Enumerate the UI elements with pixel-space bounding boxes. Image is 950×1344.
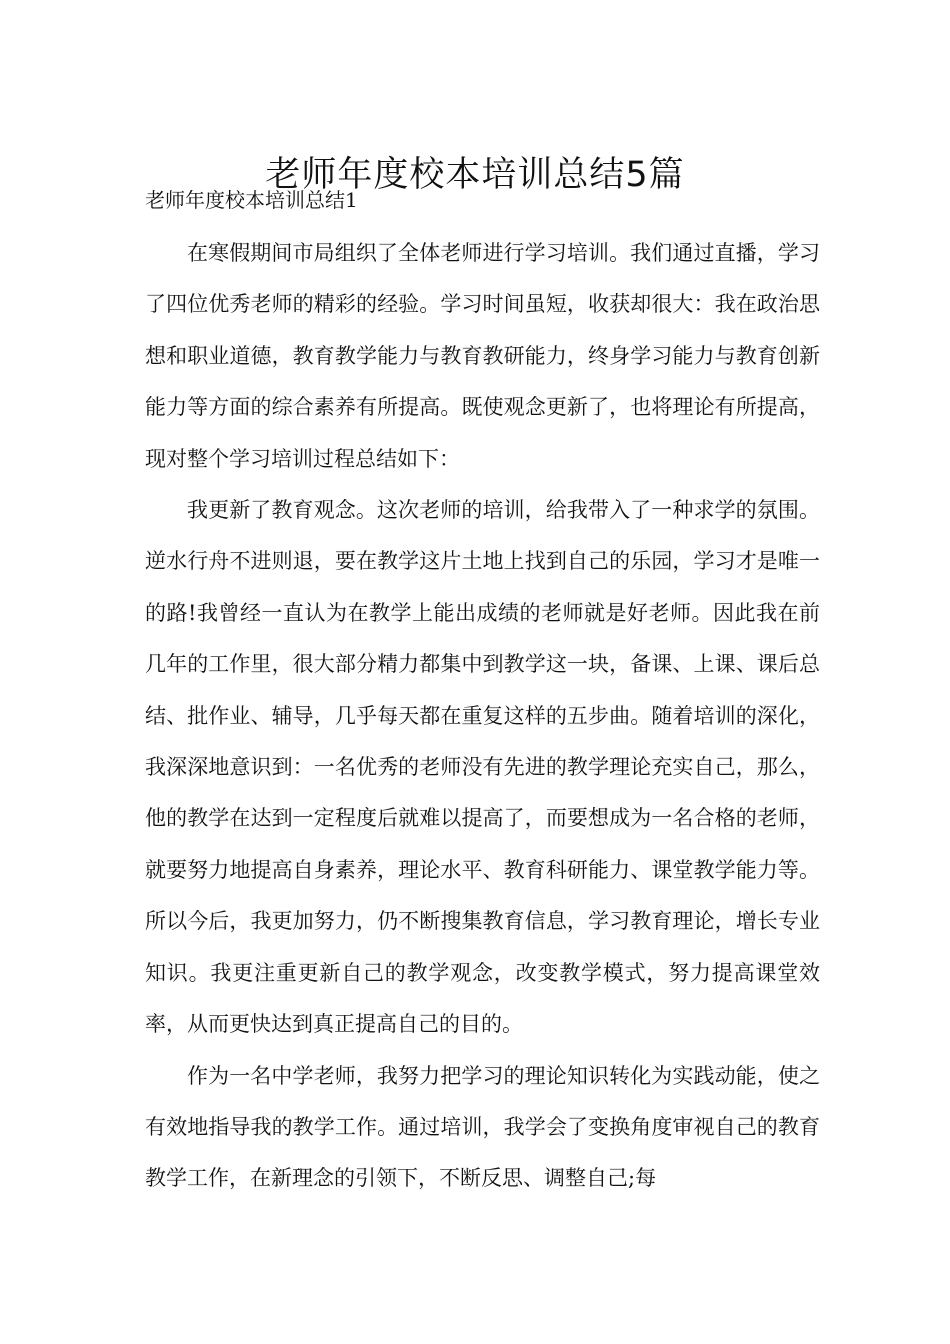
paragraph-1: 在寒假期间市局组织了全体老师进行学习培训。我们通过直播，学习了四位优秀老师的精彩的经验。学习时间虽短，收获却很大：我在政治思想和职业道德，教育教学能力与教育教研能力，终身学习能力与教育创新能力等方面的综合素养有所提高。既使观念更新了，也将理论有所提高，现对整个学习培训过程总结如下： bbox=[145, 241, 820, 471]
paragraph-2: 我更新了教育观念。这次老师的培训，给我带入了一种求学的氛围。逆水行舟不进则退，要在教学这片土地上找到自己的乐园，学习才是唯一的路!我曾经一直认为在教学上能出成绩的老师就是好老师。因此我在前几年的工作里，很大部分精力都集中到教学这一块，备课、上课、课后总结、批作业、辅导，几乎每天都在重复这样的五步曲。随着培训的深化，我深深地意识到：一名优秀的老师没有先进的教学理论充实自己，那么，他的教学在达到一定程度后就难以提高了，而要想成为一名合格的老师，就要努力地提高自身素养，理论水平、教育科研能力、课堂教学能力等。所以今后，我更加努力，仍不断搜集教育信息，学习教育理论，增长专业知识。我更注重更新自己的教学观念，改变教学模式，努力提高课堂效率，从而更快达到真正提高自己的目的。 bbox=[145, 498, 820, 1037]
document-title: 老师年度校本培训总结5篇 bbox=[265, 155, 685, 196]
paragraph-3: 作为一名中学老师，我努力把学习的理论知识转化为实践动能，使之有效地指导我的教学工作。通过培训，我学会了变换角度审视自己的教育教学工作，在新理念的引领下，不断反思、调整自己;每 bbox=[145, 1063, 820, 1191]
section-heading: 老师年度校本培训总结1 bbox=[145, 188, 358, 212]
document-body bbox=[145, 228, 820, 1205]
